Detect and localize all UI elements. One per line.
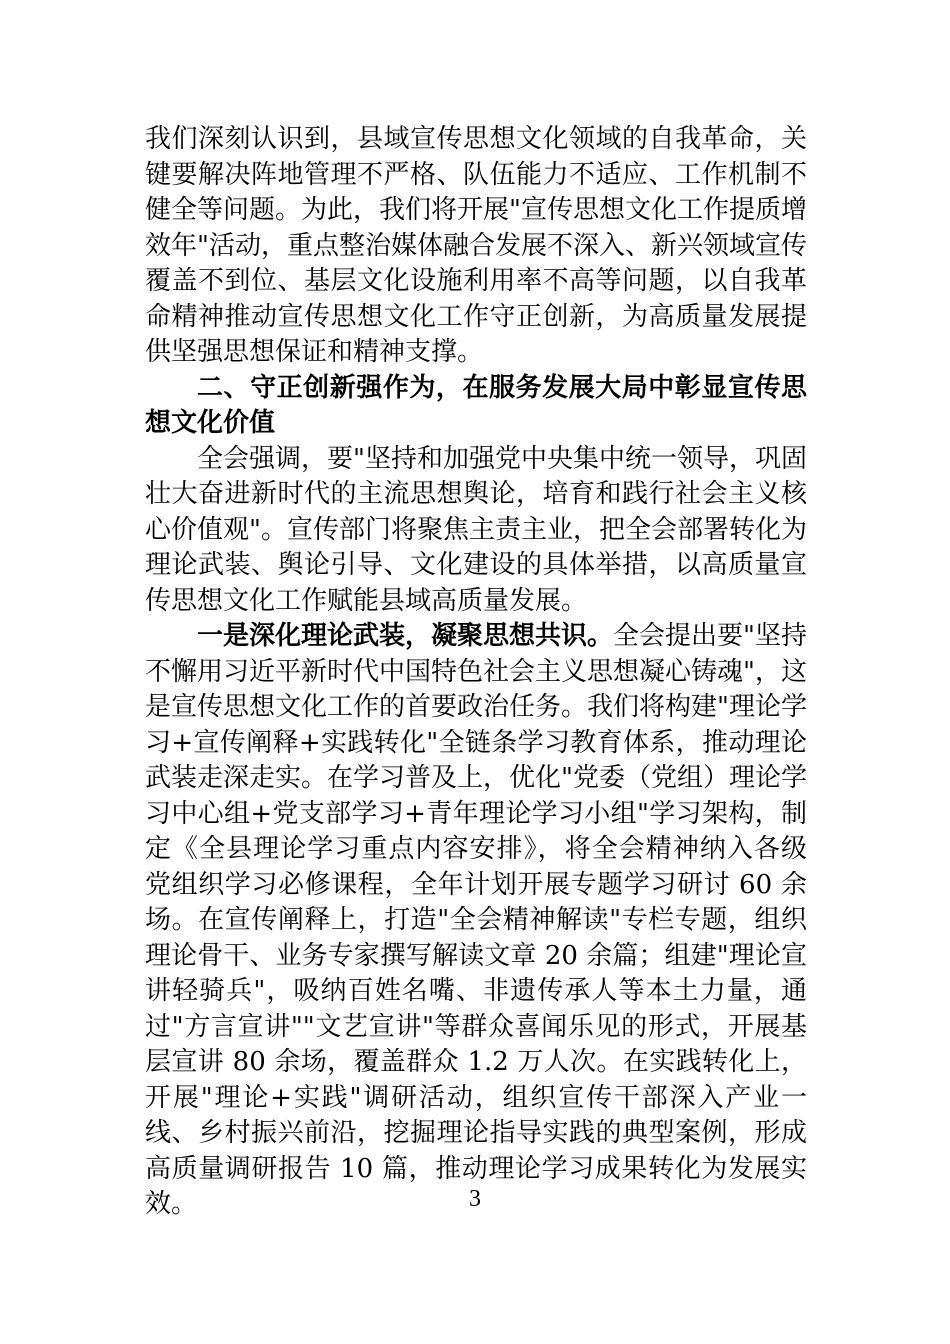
section-heading-2: 二、守正创新强作为，在服务发展大局中彰显宣传思想文化价值 — [145, 372, 807, 438]
paragraph-lead-bold: 一是深化理论武装，凝聚思想共识。 — [197, 621, 614, 651]
document-body — [145, 122, 807, 1223]
page-number: 3 — [469, 1186, 481, 1212]
paragraph-plenum-emphasis: 全会强调，要"坚持和加强党中央集中统一领导，巩固壮大奋进新时代的主流思想舆论，培育和践行社会主义核心价值观"。宣传部门将聚焦主责主业，把全会部署转化为理论武装、舆论引导、文化建设的具体举措，以高质量宣传思想文化工作赋能县域高质量发展。 — [145, 443, 807, 616]
paragraph-body-text: 全会提出要"坚持不懈用习近平新时代中国特色社会主义思想凝心铸魂"，这是宣传思想文化工作的首要政治任务。我们将构建"理论学习+宣传阐释+实践转化"全链条学习教育体系，推动理论武装走深走实。在学习普及上，优化"党委（党组）理论学习中心组+党支部学习+青年理论学习小组"学习架构，制定《全县理论学习重点内容安排》，将全会精神纳入各级党组织学习必修课程，全年计划开展专题学习研讨 60 余场。在宣传阐释上，打造"全会精神解读"专栏专题，组织理论骨干、业务专家撰写解读文章 20 余篇；组建"理论宣讲轻骑兵"，吸纳百姓名嘴、非遗传承人等本土力量，通过"方言宣讲""文艺宣讲"等群众喜闻乐见的形式，开展基层宣讲 80 余场，覆盖群众 1.2 万人次。在实践转化上，开展"理论+实践"调研活动，组织宣传干部深入产业一线、乡村振兴前沿，挖掘理论指导实践的典型案例，形成高质量调研报告 10 篇，推动理论学习成果转化为发展实效。 — [145, 621, 807, 1219]
paragraph-theory-armament — [145, 619, 807, 1223]
paragraph-continuation: 我们深刻认识到，县域宣传思想文化领域的自我革命，关键要解决阵地管理不严格、队伍能力不适应、工作机制不健全等问题。为此，我们将开展"宣传思想文化工作提质增效年"活动，重点整治媒体融合发展不深入、新兴领域宣传覆盖不到位、基层文化设施利用率不高等问题，以自我革命精神推动宣传思想文化工作守正创新，为高质量发展提供坚强思想保证和精神支撑。 — [145, 124, 807, 367]
